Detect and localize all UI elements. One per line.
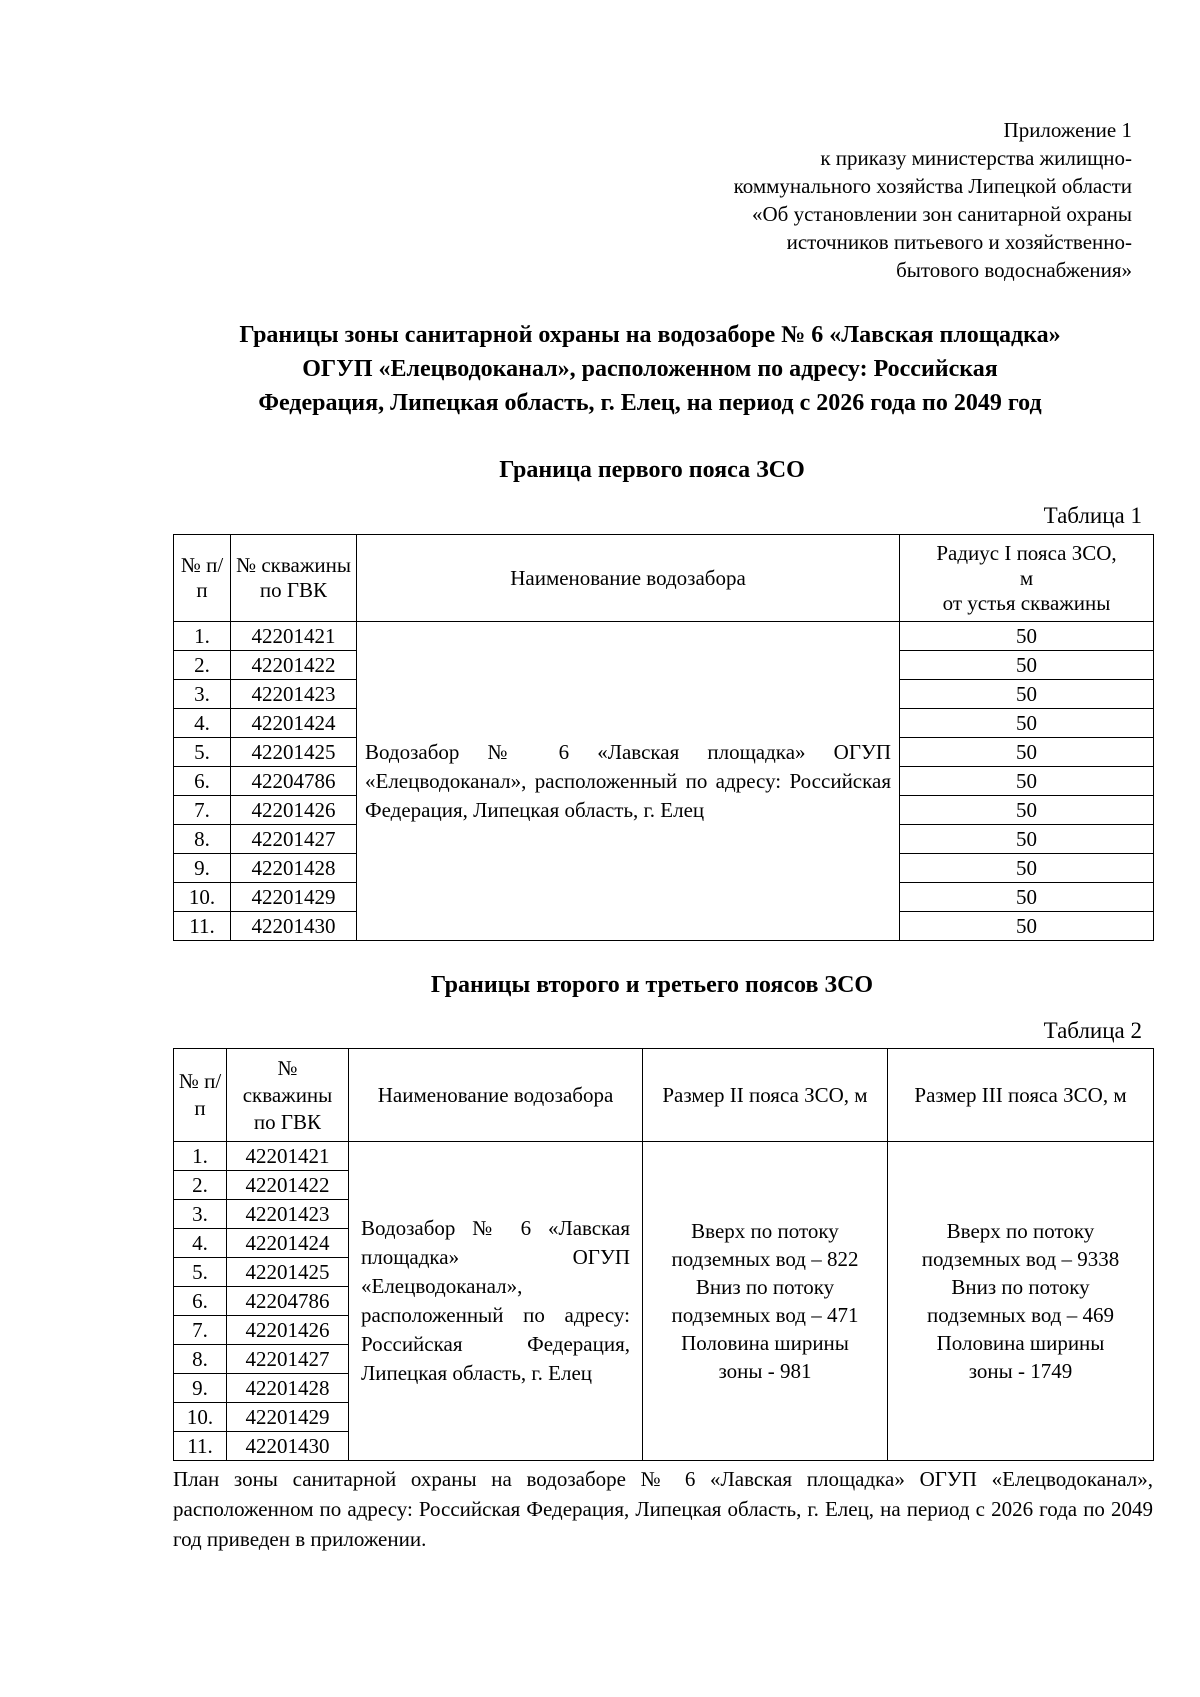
cell-well: 42201424	[231, 709, 357, 738]
zone3-line: Половина ширины	[936, 1331, 1105, 1355]
document-title	[160, 318, 1140, 420]
attachment-header	[572, 116, 1132, 284]
zone2-line: Половина ширины	[681, 1331, 849, 1355]
table-second-third-zone	[173, 1048, 1154, 1461]
cell-radius: 50	[900, 796, 1154, 825]
cell-well: 42201421	[227, 1142, 349, 1171]
zone3-line: Вверх по потоку	[946, 1219, 1095, 1243]
cell-well: 42201427	[231, 825, 357, 854]
cell-intake-name: Водозабор № 6 «Лавская площадка» ОГУП «Елецводоканал», расположенный по адресу: Российская Федерация, Липецкая область, г. Елец	[357, 622, 900, 941]
zone2-line: подземных вод – 471	[671, 1303, 859, 1327]
cell-zone3-size	[888, 1142, 1154, 1461]
cell-num: 1.	[174, 622, 231, 651]
cell-num: 11.	[174, 912, 231, 941]
attachment-line: бытового водоснабжения»	[896, 258, 1132, 282]
attachment-line: «Об установлении зон санитарной охраны	[752, 202, 1132, 226]
cell-num: 8.	[174, 825, 231, 854]
cell-num: 2.	[174, 1171, 227, 1200]
cell-num: 9.	[174, 1374, 227, 1403]
header-zone2: Размер II пояса ЗСО, м	[643, 1049, 888, 1142]
zone3-line: подземных вод – 9338	[921, 1247, 1120, 1271]
cell-radius: 50	[900, 738, 1154, 767]
zone3-line: Вниз по потоку	[951, 1275, 1090, 1299]
cell-num: 1.	[174, 1142, 227, 1171]
header-radius	[900, 535, 1154, 622]
header-name: Наименование водозабора	[357, 535, 900, 622]
cell-radius: 50	[900, 622, 1154, 651]
cell-num: 5.	[174, 738, 231, 767]
attachment-line: источников питьевого и хозяйственно-	[786, 230, 1132, 254]
section1-title: Граница первого пояса ЗСО	[499, 457, 805, 483]
header-radius-line: Радиус I пояса ЗСО,	[936, 540, 1117, 565]
cell-zone2-size	[643, 1142, 888, 1461]
cell-num: 3.	[174, 1200, 227, 1229]
header-num: № п/п	[174, 535, 231, 622]
table2-caption: Таблица 2	[1043, 1018, 1142, 1043]
attachment-line: Приложение 1	[1003, 118, 1132, 142]
table-header-row	[174, 535, 1154, 622]
cell-radius: 50	[900, 883, 1154, 912]
cell-well: 42201427	[227, 1345, 349, 1374]
cell-num: 6.	[174, 767, 231, 796]
header-radius-line: от устья скважины	[942, 590, 1111, 615]
cell-well: 42201421	[231, 622, 357, 651]
zone2-line: зоны - 981	[718, 1359, 812, 1383]
cell-well: 42201426	[231, 796, 357, 825]
title-line: Границы зоны санитарной охраны на водозаборе № 6 «Лавская площадка»	[239, 322, 1061, 348]
zone3-line: подземных вод – 469	[927, 1303, 1114, 1327]
cell-radius: 50	[900, 767, 1154, 796]
cell-well: 42201428	[231, 854, 357, 883]
table-header-row	[174, 1049, 1154, 1142]
cell-num: 2.	[174, 651, 231, 680]
table1-caption: Таблица 1	[1043, 503, 1142, 528]
title-line: ОГУП «Елецводоканал», расположенном по адресу: Российская	[302, 356, 998, 382]
cell-well: 42201422	[231, 651, 357, 680]
cell-well: 42201429	[231, 883, 357, 912]
cell-radius: 50	[900, 854, 1154, 883]
section2-title: Границы второго и третьего поясов ЗСО	[430, 972, 874, 998]
cell-num: 10.	[174, 1403, 227, 1432]
table-row	[174, 1142, 1154, 1171]
cell-well: 42204786	[231, 767, 357, 796]
attachment-line: к приказу министерства жилищно-	[820, 146, 1132, 170]
cell-radius: 50	[900, 825, 1154, 854]
cell-well: 42201425	[227, 1258, 349, 1287]
cell-radius: 50	[900, 680, 1154, 709]
header-zone3: Размер III пояса ЗСО, м	[888, 1049, 1154, 1142]
cell-num: 4.	[174, 1229, 227, 1258]
cell-well: 42201423	[231, 680, 357, 709]
plan-note: План зоны санитарной охраны на водозаборе № 6 «Лавская площадка» ОГУП «Елецводоканал», расположенном по адресу: Российская Федерация, Липецкая область, г. Елец, на период с 2026 года по 2049 год приведен в приложении.	[173, 1467, 1153, 1551]
cell-radius: 50	[900, 651, 1154, 680]
cell-well: 42201428	[227, 1374, 349, 1403]
title-line: Федерация, Липецкая область, г. Елец, на период с 2026 года по 2049 год	[258, 390, 1042, 416]
header-name: Наименование водозабора	[349, 1049, 643, 1142]
cell-radius: 50	[900, 912, 1154, 941]
cell-well: 42201422	[227, 1171, 349, 1200]
cell-num: 4.	[174, 709, 231, 738]
cell-well: 42201430	[231, 912, 357, 941]
cell-num: 10.	[174, 883, 231, 912]
cell-num: 6.	[174, 1287, 227, 1316]
header-well: № скважины по ГВК	[227, 1049, 349, 1142]
table-row	[174, 622, 1154, 651]
cell-well: 42201425	[231, 738, 357, 767]
cell-well: 42201423	[227, 1200, 349, 1229]
cell-num: 3.	[174, 680, 231, 709]
header-num: № п/п	[174, 1049, 227, 1142]
cell-num: 9.	[174, 854, 231, 883]
table-first-zone	[173, 534, 1154, 941]
cell-well: 42201430	[227, 1432, 349, 1461]
cell-num: 7.	[174, 1316, 227, 1345]
cell-num: 8.	[174, 1345, 227, 1374]
zone2-line: Вниз по потоку	[695, 1275, 835, 1299]
cell-well: 42204786	[227, 1287, 349, 1316]
cell-num: 11.	[174, 1432, 227, 1461]
cell-well: 42201424	[227, 1229, 349, 1258]
zone2-line: Вверх по потоку	[691, 1219, 839, 1243]
header-well: № скважины по ГВК	[231, 535, 357, 622]
zone3-line: зоны - 1749	[968, 1359, 1073, 1383]
cell-radius: 50	[900, 709, 1154, 738]
cell-num: 5.	[174, 1258, 227, 1287]
header-radius-line: м	[1019, 565, 1034, 590]
cell-well: 42201429	[227, 1403, 349, 1432]
zone2-line: подземных вод – 822	[671, 1247, 859, 1271]
cell-well: 42201426	[227, 1316, 349, 1345]
cell-intake-name: Водозабор № 6 «Лавская площадка» ОГУП «Елецводоканал», расположенный по адресу: Российская Федерация, Липецкая область, г. Елец	[349, 1142, 643, 1461]
cell-num: 7.	[174, 796, 231, 825]
attachment-line: коммунального хозяйства Липецкой области	[733, 174, 1132, 198]
